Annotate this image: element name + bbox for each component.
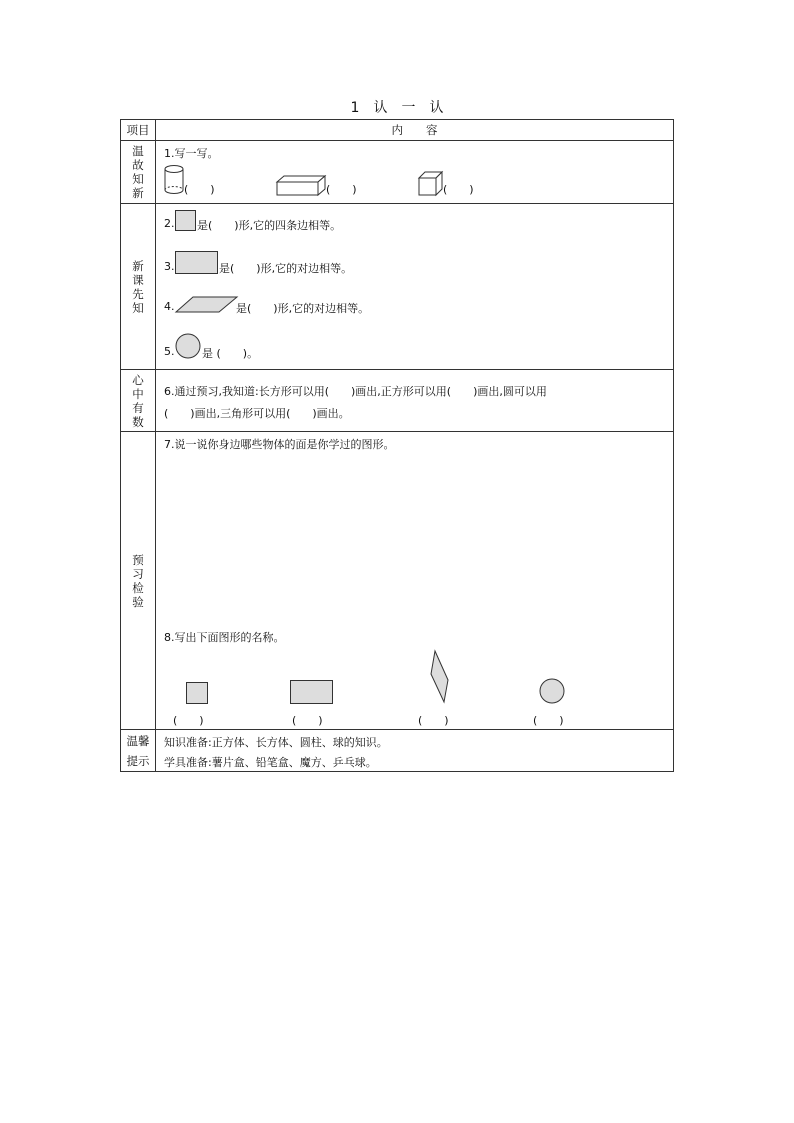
mind-label-cell bbox=[121, 370, 156, 432]
header-content: 内 容 bbox=[391, 123, 438, 137]
review-content bbox=[156, 141, 674, 204]
q8-rectangle-figure bbox=[290, 680, 334, 705]
q8-blank-rectangle[interactable]: ( ) bbox=[292, 714, 323, 727]
q8-circle-figure bbox=[539, 678, 566, 705]
q2-number: 2. bbox=[164, 217, 175, 230]
q4-text: 是( )形,它的对边相等。 bbox=[236, 302, 370, 315]
new-label-cell bbox=[121, 204, 156, 370]
q8-text: 8.写出下面图形的名称。 bbox=[164, 631, 285, 644]
q7-text: 7.说一说你身边哪些物体的面是你学过的图形。 bbox=[164, 438, 395, 451]
square-figure bbox=[175, 210, 197, 232]
q2-text: 是( )形,它的四条边相等。 bbox=[197, 219, 342, 232]
tips-line1: 知识准备:正方体、长方体、圆柱、球的知识。 bbox=[164, 736, 388, 749]
blank-cube[interactable]: ( ) bbox=[443, 183, 474, 196]
header-item: 项目 bbox=[126, 123, 150, 137]
check-label: 预习检验 bbox=[132, 552, 144, 609]
parallelogram-figure bbox=[175, 296, 239, 314]
blank-cuboid[interactable]: ( ) bbox=[326, 183, 357, 196]
rectangle-figure bbox=[175, 251, 219, 275]
tips-label-cell bbox=[121, 730, 156, 772]
review-label: 温故知新 bbox=[132, 144, 144, 200]
new-content bbox=[156, 204, 674, 370]
tips-label-line1: 温馨 bbox=[126, 733, 150, 748]
q6-line2: ( )画出,三角形可以用( )画出。 bbox=[164, 407, 350, 420]
check-label-cell bbox=[121, 432, 156, 730]
review-label-cell bbox=[121, 141, 156, 204]
check-content bbox=[156, 432, 674, 730]
q3-text: 是( )形,它的对边相等。 bbox=[219, 262, 353, 275]
mind-content bbox=[156, 370, 674, 432]
q8-blank-square[interactable]: ( ) bbox=[173, 714, 204, 727]
new-label: 新课先知 bbox=[132, 258, 144, 315]
page-title: 1 认 一 认 bbox=[350, 100, 444, 116]
cuboid-figure bbox=[276, 175, 326, 197]
worksheet-table bbox=[120, 119, 674, 772]
q8-square-figure bbox=[186, 682, 209, 705]
cube-figure bbox=[418, 171, 444, 197]
circle-figure bbox=[175, 333, 203, 361]
blank-cylinder[interactable]: ( ) bbox=[184, 183, 215, 196]
mind-label: 心中有数 bbox=[132, 372, 144, 429]
q8-blank-circle[interactable]: ( ) bbox=[533, 714, 564, 727]
tips-content bbox=[156, 730, 674, 772]
q8-rhombus-figure bbox=[430, 650, 450, 704]
tips-label-line2: 提示 bbox=[126, 753, 150, 768]
q6-line1: 6.通过预习,我知道:长方形可以用( )画出,正方形可以用( )画出,圆可以用 bbox=[164, 385, 547, 398]
q3-number: 3. bbox=[164, 260, 175, 273]
tips-line2: 学具准备:薯片盒、铅笔盒、魔方、乒乓球。 bbox=[164, 756, 377, 769]
q5-number: 5. bbox=[164, 345, 175, 358]
q1-text: 1.写一写。 bbox=[164, 147, 219, 160]
q8-blank-rhombus[interactable]: ( ) bbox=[418, 714, 449, 727]
header-item-cell bbox=[121, 120, 156, 141]
q4-number: 4. bbox=[164, 300, 175, 313]
q5-text: 是 ( )。 bbox=[202, 347, 259, 360]
cylinder-figure bbox=[164, 165, 186, 195]
header-content-cell bbox=[156, 120, 674, 141]
